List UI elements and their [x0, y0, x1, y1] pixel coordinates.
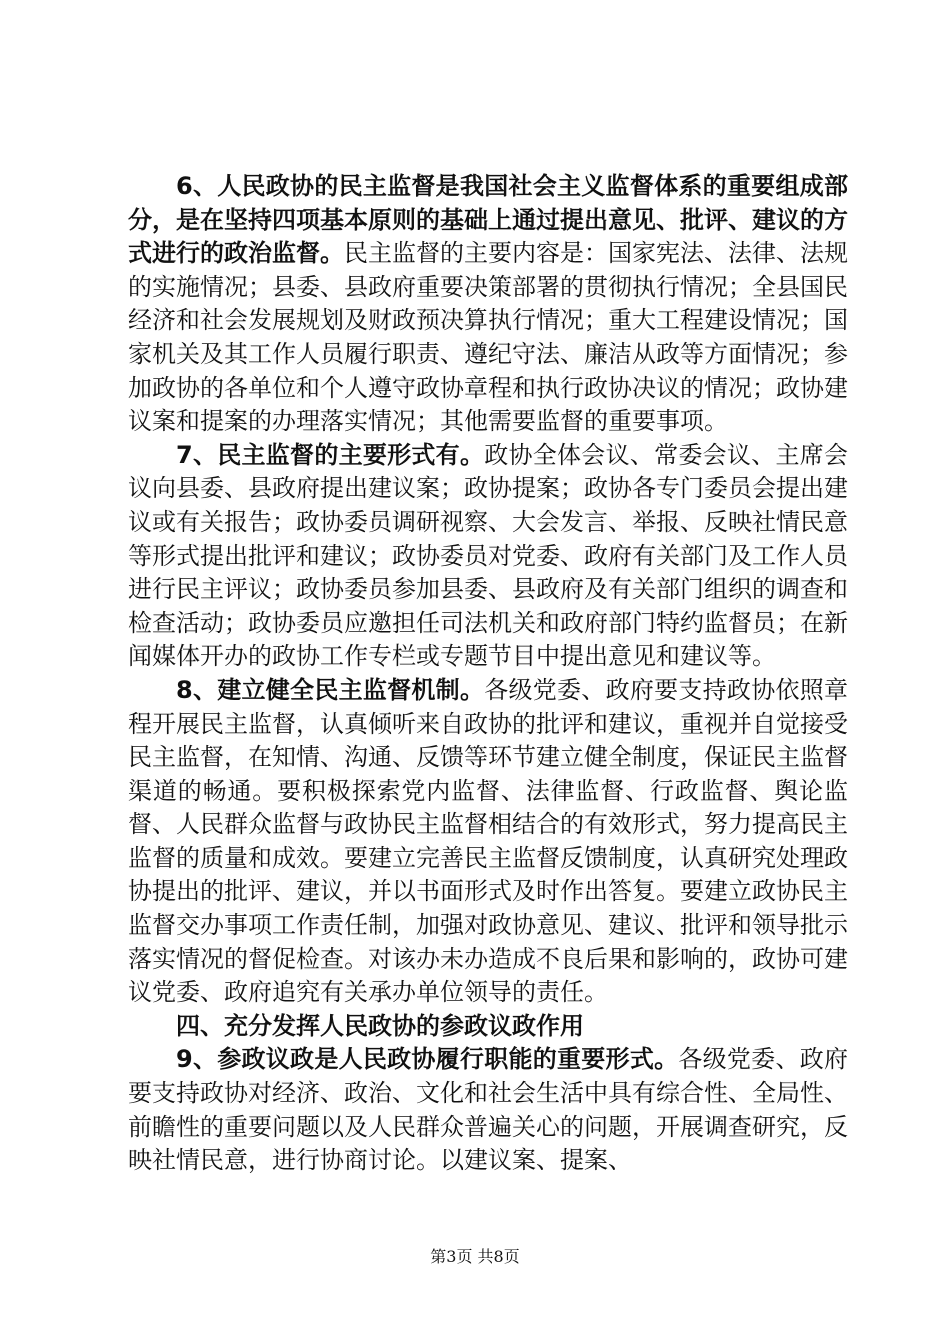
page-number-footer: 第3页 共8页	[430, 1247, 520, 1266]
paragraph-7	[128, 439, 848, 674]
paragraph-8-body: 各级党委、政府要支持政协依照章程开展民主监督，认真倾听来自政协的批评和建议，重视并自觉接受民主监督，在知情、沟通、反馈等环节建立健全制度，保证民主监督渠道的畅通。要积极探索党内监督、法律监督、行政监督、舆论监督、人民群众监督与政协民主监督相结合的有效形式，努力提高民主监督的质量和成效。要建立完善民主监督反馈制度，认真研究处理政协提出的批评、建议，并以书面形式及时作出答复。要建立政协民主监督交办事项工作责任制，加强对政协意见、建议、批评和领导批示落实情况的督促检查。对该办未办造成不良后果和影响的，政协可建议党委、政府追究有关承办单位领导的责任。	[128, 675, 849, 1007]
paragraph-6-lead: 6、人民政协的民主监督是我国社会主义监督体系的重要组成部分，是在坚持四项基本原则的基础上通过提出意见、批评、建议的方式进行的政治监督。	[128, 172, 848, 268]
document-body	[128, 170, 848, 1178]
paragraph-9	[128, 1043, 848, 1177]
paragraph-9-body: 各级党委、政府要支持政协对经济、政治、文化和社会生活中具有综合性、全局性、前瞻性的重要问题以及人民群众普遍关心的问题，开展调查研究，反映社情民意，进行协商讨论。以建议案、提案、	[128, 1045, 848, 1175]
paragraph-8	[128, 674, 848, 1010]
paragraph-6	[128, 170, 848, 439]
section-heading: 四、充分发挥人民政协的参政议政作用	[176, 1011, 584, 1040]
paragraph-8-lead: 8、建立健全民主监督机制。	[176, 675, 485, 704]
paragraph-7-body: 政协全体会议、常委会议、主席会议向县委、县政府提出建议案；政协提案；政协各专门委员会提出建议或有关报告；政协委员调研视察、大会发言、举报、反映社情民意等形式提出批评和建议；政协委员对党委、政府有关部门及工作人员进行民主评议；政协委员参加县委、县政府及有关部门组织的调查和检查活动；政协委员应邀担任司法机关和政府部门特约监督员；在新闻媒体开办的政协工作专栏或专题节目中提出意见和建议等。	[128, 440, 849, 671]
paragraph-7-lead: 7、民主监督的主要形式有。	[176, 440, 485, 469]
paragraph-6-body: 民主监督的主要内容是：国家宪法、法律、法规的实施情况；县委、县政府重要决策部署的贯彻执行情况；全县国民经济和社会发展规划及财政预决算执行情况；重大工程建设情况；国家机关及其工作人员履行职责、遵纪守法、廉洁从政等方面情况；参加政协的各单位和个人遵守政协章程和执行政协决议的情况；政协建议案和提案的办理落实情况；其他需要监督的重要事项。	[128, 239, 848, 436]
paragraph-9-lead: 9、参政议政是人民政协履行职能的重要形式。	[176, 1045, 679, 1074]
